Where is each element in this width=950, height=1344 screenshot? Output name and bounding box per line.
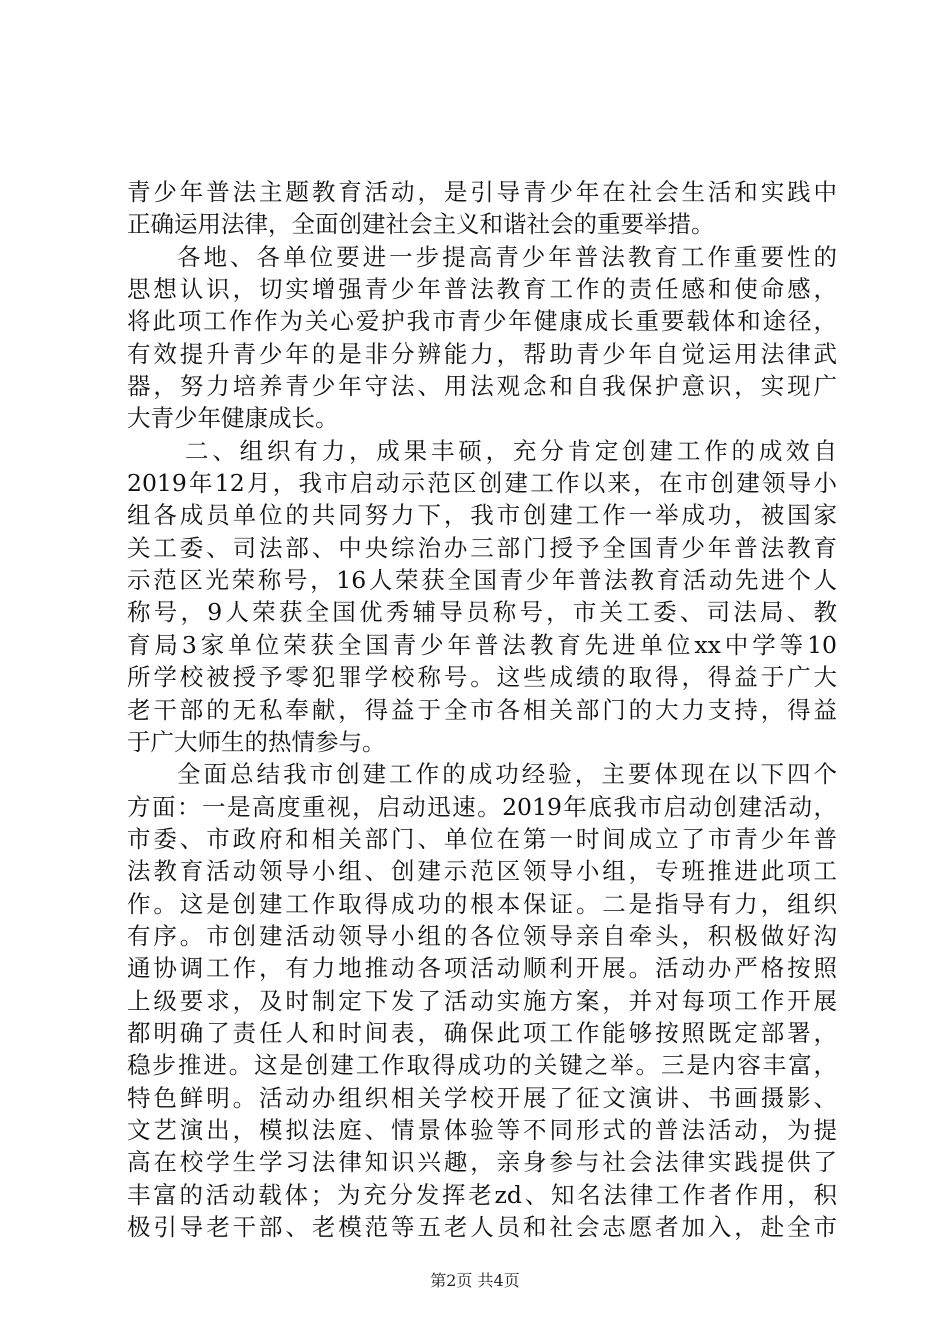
text-line-4: 思想认识，切实增强青少年普法教育工作的责任感和使命感， xyxy=(127,275,837,304)
text-line-25: 通协调工作，有力地推动各项活动顺利开展。活动办严格按照 xyxy=(127,954,837,983)
text-line-19: 全面总结我市创建工作的成功经验，主要体现在以下四个 xyxy=(177,760,837,789)
text-line-14: 称号，9人荣获全国优秀辅导员称号，市关工委、司法局、教 xyxy=(127,598,837,627)
text-line-5: 将此项工作作为关心爱护我市青少年健康成长重要载体和途径， xyxy=(127,307,837,336)
text-line-12: 关工委、司法部、中央综治办三部门授予全国青少年普法教育 xyxy=(127,533,837,562)
text-line-17: 老干部的无私奉献，得益于全市各相关部门的大力支持，得益 xyxy=(127,695,837,724)
text-line-27: 都明确了责任人和时间表，确保此项工作能够按照既定部署， xyxy=(127,1018,837,1047)
text-line-28: 稳步推进。这是创建工作取得成功的关键之举。三是内容丰富， xyxy=(127,1051,837,1080)
text-line-18: 于广大师生的热情参与。 xyxy=(127,727,386,756)
text-line-8: 大青少年健康成长。 xyxy=(127,404,339,433)
text-line-33: 极引导老干部、老模范等五老人员和社会志愿者加入，赴全市 xyxy=(127,1213,837,1241)
text-line-32: 丰富的活动载体；为充分发挥老zd、知名法律工作者作用，积 xyxy=(127,1180,837,1209)
text-line-11: 组各成员单位的共同努力下，我市创建工作一举成功，被国家 xyxy=(127,501,837,530)
text-line-9: 二、组织有力，成果丰硕，充分肯定创建工作的成效自 xyxy=(185,436,837,465)
page-number-footer: 第2页 共4页 xyxy=(430,1271,520,1290)
text-line-20: 方面：一是高度重视，启动迅速。2019年底我市启动创建活动， xyxy=(127,792,837,821)
text-line-30: 文艺演出，模拟法庭、情景体验等不同形式的普法活动，为提 xyxy=(127,1115,837,1144)
text-line-21: 市委、市政府和相关部门、单位在第一时间成立了市青少年普 xyxy=(127,824,837,853)
document-body xyxy=(127,176,837,1243)
text-line-7: 器，努力培养青少年守法、用法观念和自我保护意识，实现广 xyxy=(127,372,837,401)
text-line-2: 正确运用法律，全面创建社会主义和谐社会的重要举措。 xyxy=(127,210,715,239)
text-line-1: 青少年普法主题教育活动，是引导青少年在社会生活和实践中 xyxy=(127,178,837,206)
text-line-23: 作。这是创建工作取得成功的根本保证。二是指导有力，组织 xyxy=(127,889,837,918)
text-line-29: 特色鲜明。活动办组织相关学校开展了征文演讲、书画摄影、 xyxy=(127,1083,837,1112)
text-line-15: 育局3家单位荣获全国青少年普法教育先进单位xx中学等10 xyxy=(127,630,837,659)
text-line-24: 有序。市创建活动领导小组的各位领导亲自牵头，积极做好沟 xyxy=(127,921,837,950)
text-line-16: 所学校被授予零犯罪学校称号。这些成绩的取得，得益于广大 xyxy=(127,663,837,692)
text-line-26: 上级要求，及时制定下发了活动实施方案，并对每项工作开展 xyxy=(127,986,837,1015)
text-line-10: 2019年12月，我市启动示范区创建工作以来，在市创建领导小 xyxy=(127,469,837,498)
text-line-3: 各地、各单位要进一步提高青少年普法教育工作重要性的 xyxy=(177,242,837,271)
text-line-22: 法教育活动领导小组、创建示范区领导小组，专班推进此项工 xyxy=(127,857,837,886)
text-line-31: 高在校学生学习法律知识兴趣，亲身参与社会法律实践提供了 xyxy=(127,1148,837,1177)
text-line-13: 示范区光荣称号，16人荣获全国青少年普法教育活动先进个人 xyxy=(127,566,837,595)
text-line-6: 有效提升青少年的是非分辨能力，帮助青少年自觉运用法律武 xyxy=(127,339,837,368)
